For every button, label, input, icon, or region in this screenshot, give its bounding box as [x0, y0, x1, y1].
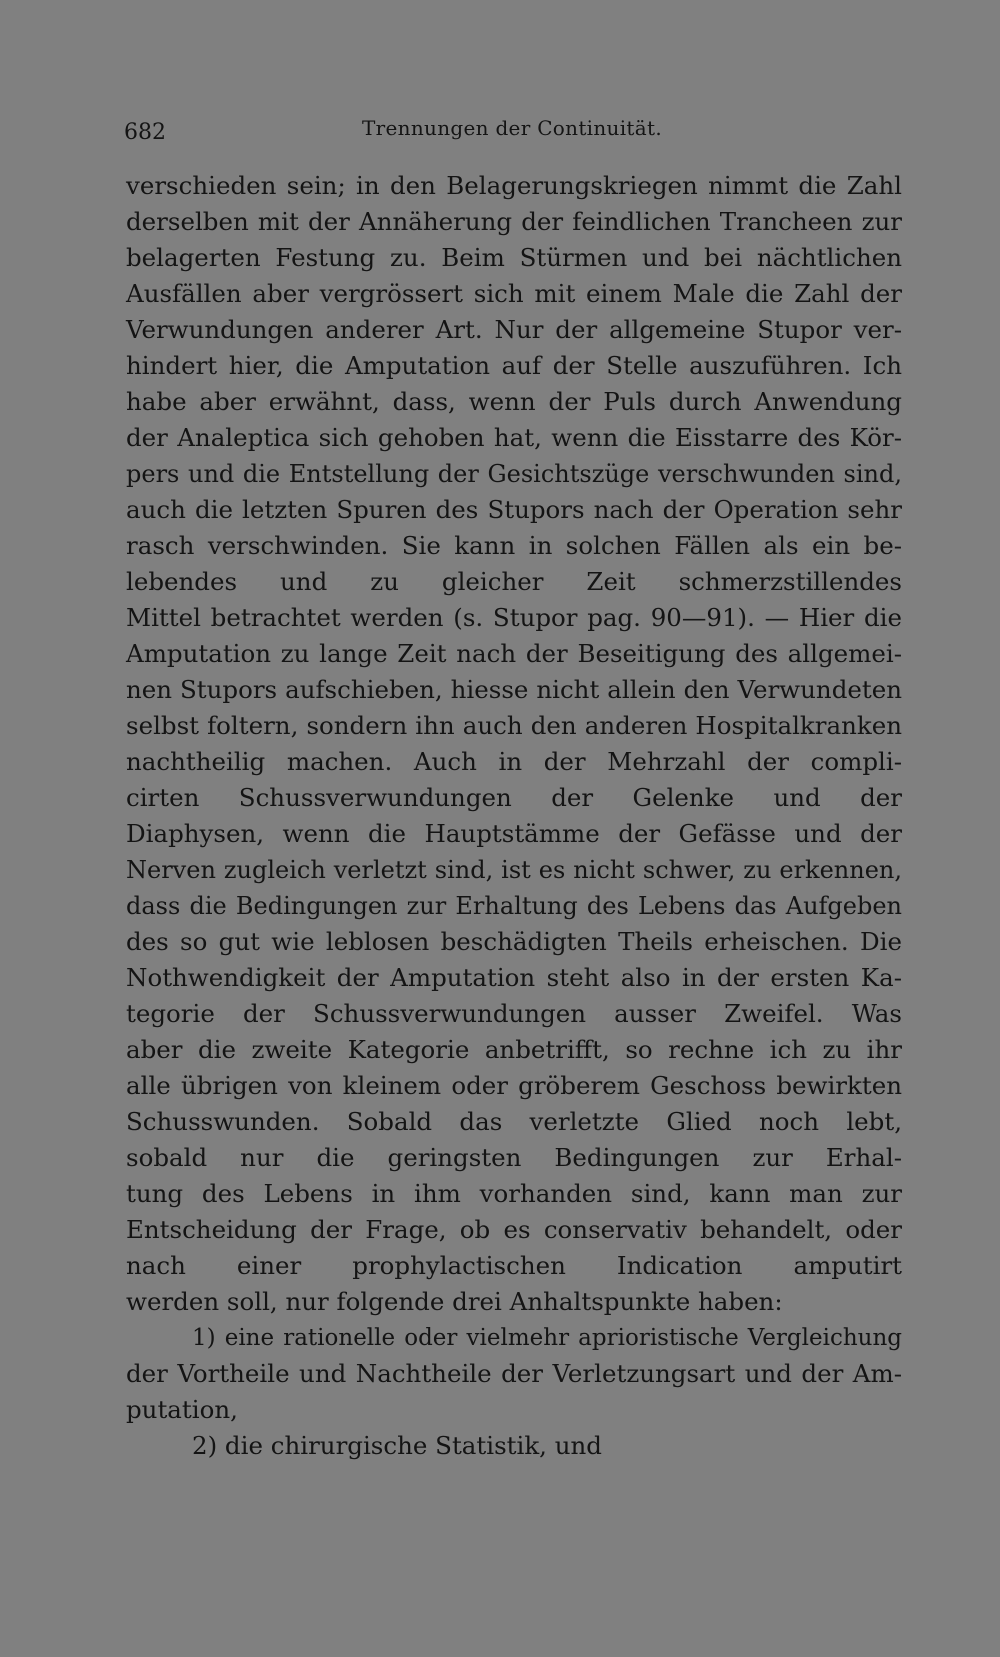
text-line: lebendes und zu gleicher Zeit schmerzstillendes [126, 567, 902, 596]
list-item-1-line: 1) eine rationelle oder vielmehr aprioristische Vergleichung [192, 1325, 902, 1351]
text-line: dass die Bedingungen zur Erhaltung des Lebens das Aufgeben [126, 892, 902, 920]
text-line: verschieden sein; in den Belagerungskriegen nimmt die Zahl [126, 171, 902, 200]
list-item-1-line: der Vortheile und Nachtheile der Verletzungsart und der Am- [126, 1359, 902, 1388]
running-title: Trennungen der Continuität. [362, 116, 662, 140]
text-line: tung des Lebens in ihm vorhanden sind, kann man zur [126, 1179, 902, 1208]
text-line: Verwundungen anderer Art. Nur der allgemeine Stupor ver- [126, 315, 902, 344]
text-line: nachtheilig machen. Auch in der Mehrzahl der compli- [126, 747, 902, 776]
text-line: habe aber erwähnt, dass, wenn der Puls durch Anwendung [126, 387, 902, 416]
list-item-2-line: 2) die chirurgische Statistik, und [192, 1431, 602, 1460]
text-line: Ausfällen aber vergrössert sich mit einem Male die Zahl der [126, 279, 902, 308]
list-item-1-line: putation, [126, 1395, 238, 1424]
text-line: Diaphysen, wenn die Hauptstämme der Gefässe und der [126, 819, 902, 848]
text-line: hindert hier, die Amputation auf der Stelle auszuführen. Ich [126, 351, 902, 380]
body-text [126, 168, 902, 1464]
page-number: 682 [124, 120, 166, 145]
text-line: Entscheidung der Frage, ob es conservativ behandelt, oder [126, 1215, 902, 1244]
text-line: Nothwendigkeit der Amputation steht also in der ersten Ka- [126, 963, 902, 992]
text-line: selbst foltern, sondern ihn auch den anderen Hospitalkranken [126, 711, 902, 740]
text-line: Amputation zu lange Zeit nach der Beseitigung des allgemei- [126, 639, 902, 668]
page-header [124, 116, 900, 146]
text-line: des so gut wie leblosen beschädigten Theils erheischen. Die [126, 927, 902, 956]
text-line: alle übrigen von kleinem oder gröberem Geschoss bewirkten [126, 1071, 902, 1100]
text-line: derselben mit der Annäherung der feindlichen Trancheen zur [126, 207, 902, 236]
text-line: Schusswunden. Sobald das verletzte Glied noch lebt, [126, 1107, 902, 1136]
text-line: aber die zweite Kategorie anbetrifft, so rechne ich zu ihr [126, 1035, 902, 1064]
text-line: Mittel betrachtet werden (s. Stupor pag. 90—91). — Hier die [126, 603, 902, 632]
text-line: werden soll, nur folgende drei Anhaltspunkte haben: [126, 1287, 783, 1316]
text-line: sobald nur die geringsten Bedingungen zur Erhal- [126, 1143, 902, 1172]
text-line: nach einer prophylactischen Indication amputirt [126, 1251, 902, 1280]
text-line: belagerten Festung zu. Beim Stürmen und bei nächtlichen [126, 243, 902, 272]
text-line: rasch verschwinden. Sie kann in solchen Fällen als ein be- [126, 531, 902, 560]
text-line: auch die letzten Spuren des Stupors nach der Operation sehr [126, 495, 902, 524]
text-line: der Analeptica sich gehoben hat, wenn die Eisstarre des Kör- [126, 423, 902, 452]
text-line: pers und die Entstellung der Gesichtszüge verschwunden sind, [126, 460, 902, 488]
text-line: tegorie der Schussverwundungen ausser Zweifel. Was [126, 999, 902, 1028]
text-line: cirten Schussverwundungen der Gelenke und der [126, 783, 902, 812]
text-line: nen Stupors aufschieben, hiesse nicht allein den Verwundeten [126, 675, 902, 704]
text-line: Nerven zugleich verletzt sind, ist es nicht schwer, zu erkennen, [126, 856, 902, 884]
